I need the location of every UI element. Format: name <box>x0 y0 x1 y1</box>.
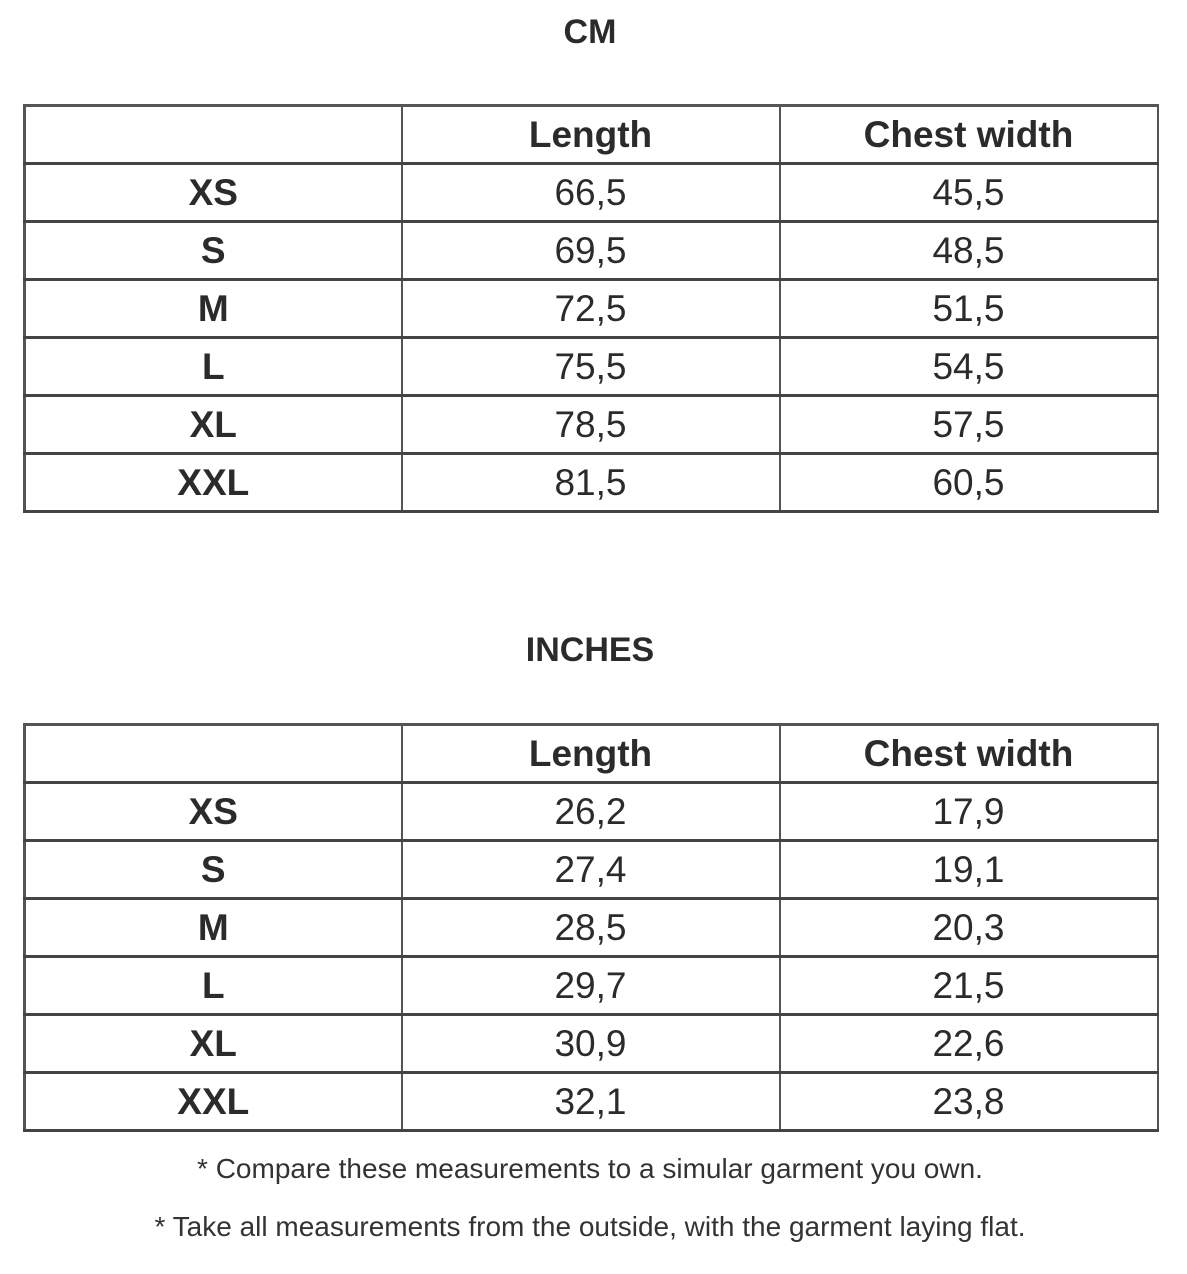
length-value: 78,5 <box>402 396 780 454</box>
inches-size-table <box>23 723 1159 1132</box>
chest-value: 20,3 <box>780 899 1158 957</box>
size-label: XXL <box>25 454 402 512</box>
size-label: XS <box>25 783 402 841</box>
table-row <box>25 899 1158 957</box>
note-measure-flat: * Take all measurements from the outside, with the garment laying flat. <box>154 1211 1026 1242</box>
length-value: 27,4 <box>402 841 780 899</box>
chest-value: 21,5 <box>780 957 1158 1015</box>
chest-value: 54,5 <box>780 338 1158 396</box>
cm-section-title: CM <box>563 13 617 51</box>
size-label: L <box>25 957 402 1015</box>
size-label: XL <box>25 396 402 454</box>
length-value: 69,5 <box>402 222 780 280</box>
length-value: 72,5 <box>402 280 780 338</box>
table-row <box>25 396 1158 454</box>
table-row <box>25 957 1158 1015</box>
chest-value: 48,5 <box>780 222 1158 280</box>
length-value: 30,9 <box>402 1015 780 1073</box>
table-header-row <box>25 106 1158 164</box>
size-label: S <box>25 222 402 280</box>
length-value: 81,5 <box>402 454 780 512</box>
size-label: M <box>25 899 402 957</box>
table-row <box>25 222 1158 280</box>
cm-size-table <box>23 104 1159 513</box>
chest-value: 22,6 <box>780 1015 1158 1073</box>
note-compare-garment: * Compare these measurements to a simular garment you own. <box>197 1153 983 1184</box>
length-value: 75,5 <box>402 338 780 396</box>
chest-value: 19,1 <box>780 841 1158 899</box>
header-length: Length <box>402 725 780 783</box>
table-row <box>25 164 1158 222</box>
chest-value: 57,5 <box>780 396 1158 454</box>
size-label: XXL <box>25 1073 402 1131</box>
inches-section-title: INCHES <box>525 631 655 669</box>
length-value: 28,5 <box>402 899 780 957</box>
chest-value: 60,5 <box>780 454 1158 512</box>
header-chest-width: Chest width <box>780 106 1158 164</box>
table-row <box>25 783 1158 841</box>
table-row <box>25 841 1158 899</box>
header-chest-width: Chest width <box>780 725 1158 783</box>
size-label: M <box>25 280 402 338</box>
size-label: XL <box>25 1015 402 1073</box>
chest-value: 45,5 <box>780 164 1158 222</box>
size-label: S <box>25 841 402 899</box>
table-row <box>25 1015 1158 1073</box>
size-label: XS <box>25 164 402 222</box>
table-header-row <box>25 725 1158 783</box>
header-length: Length <box>402 106 780 164</box>
length-value: 66,5 <box>402 164 780 222</box>
table-row <box>25 338 1158 396</box>
chest-value: 23,8 <box>780 1073 1158 1131</box>
chest-value: 51,5 <box>780 280 1158 338</box>
header-size <box>25 725 402 783</box>
chest-value: 17,9 <box>780 783 1158 841</box>
size-label: L <box>25 338 402 396</box>
table-row <box>25 454 1158 512</box>
length-value: 32,1 <box>402 1073 780 1131</box>
length-value: 29,7 <box>402 957 780 1015</box>
table-row <box>25 1073 1158 1131</box>
table-row <box>25 280 1158 338</box>
header-size <box>25 106 402 164</box>
length-value: 26,2 <box>402 783 780 841</box>
